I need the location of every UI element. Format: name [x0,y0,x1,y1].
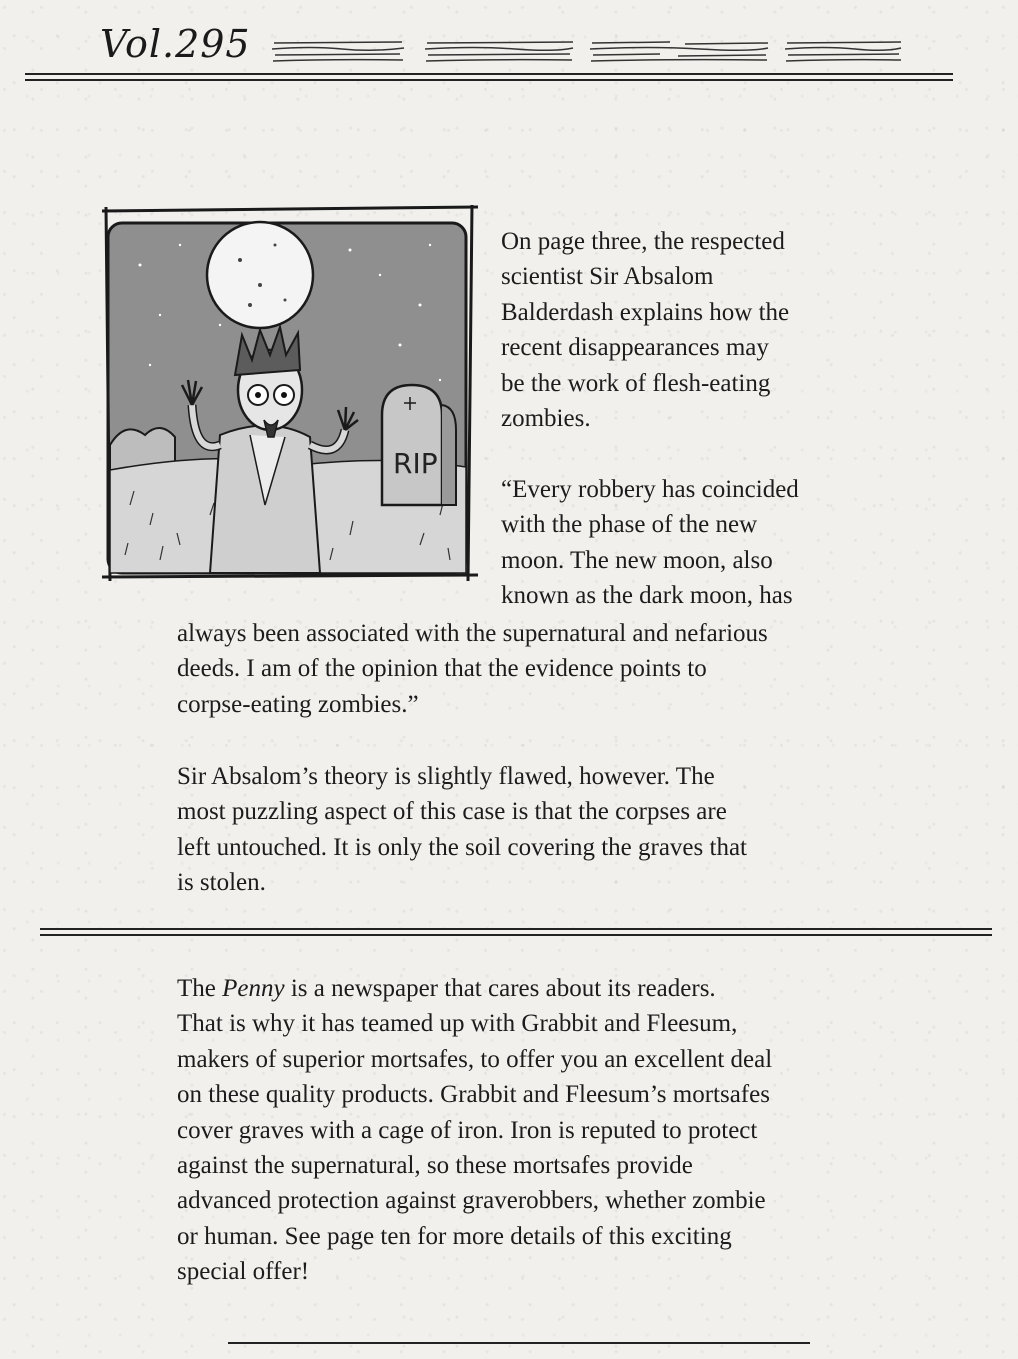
article-theory [177,759,877,901]
text-line: special offer! [177,1258,310,1286]
text-line: advanced protection against graverobbers, whether zombie [177,1187,766,1215]
text-line: left untouched. It is only the soil covering the graves that [177,833,747,861]
masthead-scribble [590,38,770,64]
text-line: corpse-eating zombies.” [177,690,419,718]
text-line: zombies. [501,405,591,433]
text-line: or human. See page ten for more details of this exciting [177,1222,732,1250]
mortsafe-advert [177,971,877,1290]
newspaper-name: Penny [222,975,285,1002]
text-line: That is why it has teamed up with Grabbit and Fleesum, [177,1010,738,1038]
volume-number: Vol.295 [100,22,251,66]
text-line: recent disappearances may [501,334,769,362]
text-line: The Penny is a newspaper that cares about its readers. [177,975,716,1002]
text-line: be the work of flesh-eating [501,369,771,397]
text-line: with the phase of the new [501,511,758,539]
masthead-scribble [272,38,407,64]
header-rule [25,79,953,81]
article-quote-continued [177,616,877,722]
text-line [501,436,921,471]
text-line: known as the dark moon, has [501,582,793,610]
text-line: on these quality products. Grabbit and Fleesum’s mortsafes [177,1081,770,1109]
text-line: cover graves with a cage of iron. Iron is reputed to protect [177,1116,758,1144]
text-line: against the supernatural, so these mortsafes provide [177,1152,693,1180]
footer-rule [228,1342,810,1344]
text-line: most puzzling aspect of this case is that the corpses are [177,798,727,826]
text-line: “Every robbery has coincided [501,475,799,503]
text-line: deeds. I am of the opinion that the evidence points to [177,655,707,683]
section-divider [40,928,992,930]
header-rule [25,73,953,75]
masthead-scribble [785,38,903,64]
article-intro [501,224,921,613]
text-line: is stolen. [177,869,266,897]
text-line: makers of superior mortsafes, to offer you an excellent deal [177,1045,773,1073]
masthead-scribble [425,38,575,64]
text-line: Balderdash explains how the [501,298,790,326]
text-line: Sir Absalom’s theory is slightly flawed, however. The [177,763,715,790]
section-divider [40,934,992,936]
text-line: moon. The new moon, also [501,546,773,574]
text-line: scientist Sir Absalom [501,263,714,291]
zombie-graveyard-illustration [100,205,480,585]
text-line: On page three, the respected [501,228,785,255]
tombstone-inscription: RIP [393,447,438,480]
text-line: always been associated with the supernatural and nefarious [177,620,768,647]
